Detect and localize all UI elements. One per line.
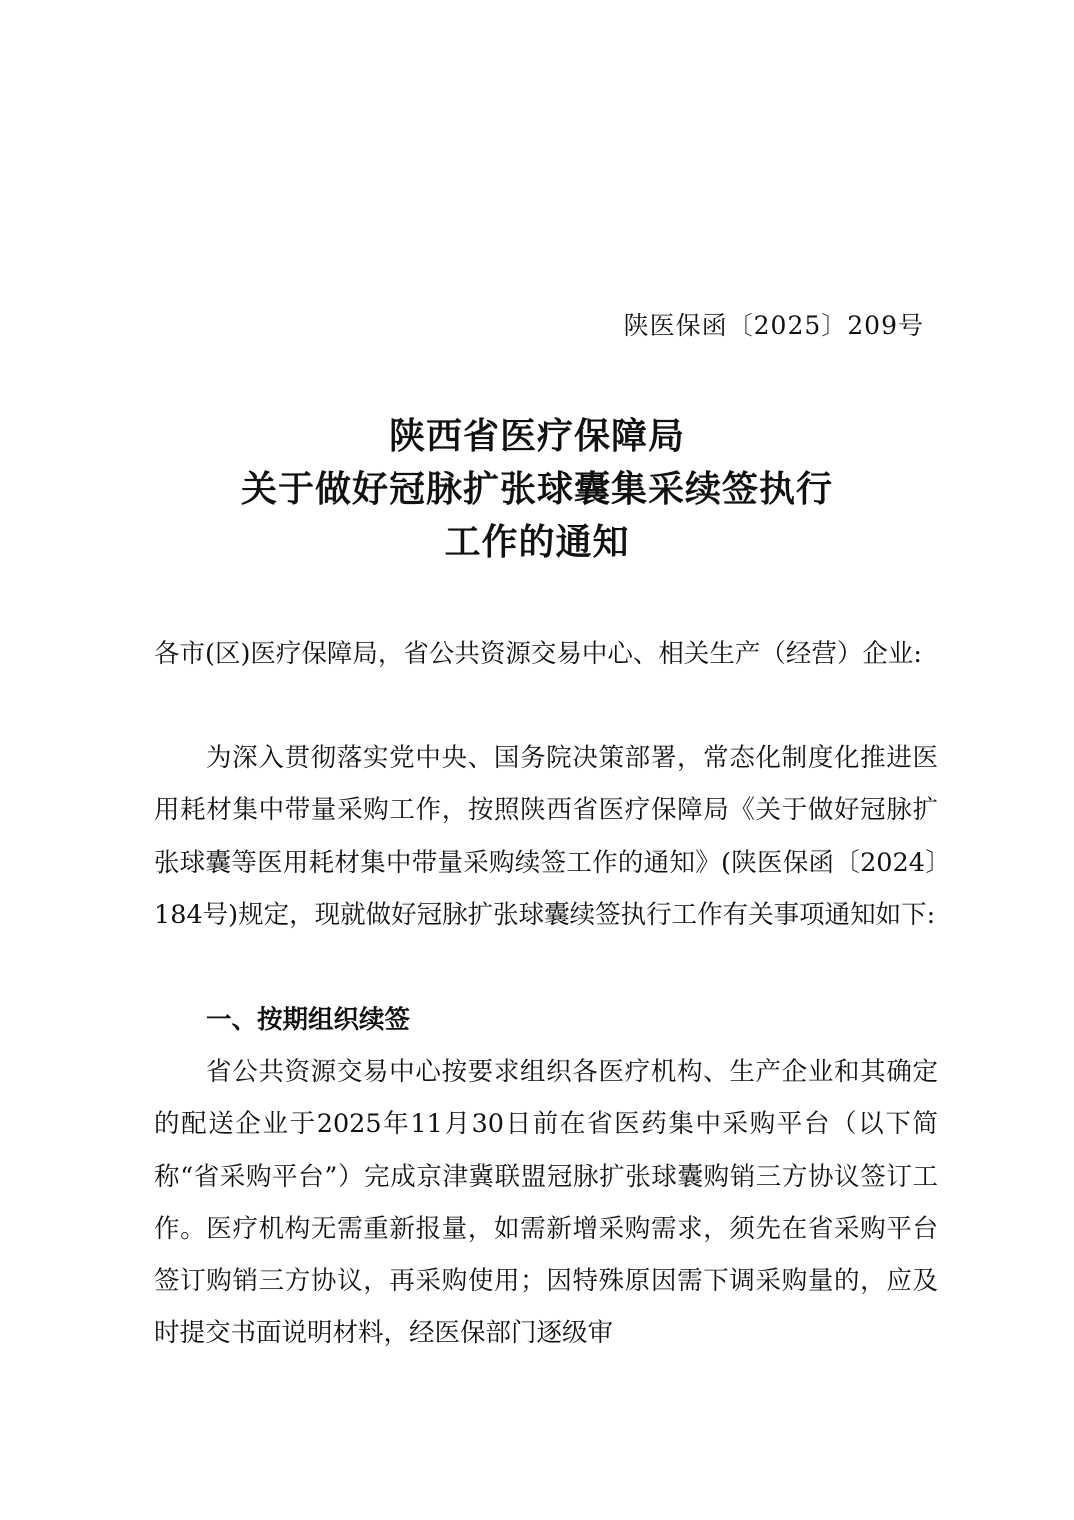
title-line-2: 关于做好冠脉扩张球囊集采续签执行 bbox=[240, 468, 833, 510]
addressee-text: 各市(区)医疗保障局，省公共资源交易中心、相关生产（经营）企业: bbox=[154, 639, 922, 669]
title-line-1: 陕西省医疗保障局 bbox=[388, 415, 685, 457]
addressee bbox=[154, 628, 938, 680]
document-number: 陕医保函〔2025〕209号 bbox=[623, 311, 924, 340]
section-1-paragraph-text: 省公共资源交易中心按要求组织各医疗机构、生产企业和其确定的配送企业于2025年11月30日前在省医药集中采购平台（以下简称“省采购平台”）完成京津冀联盟冠脉扩张球囊购销三方协议签订工作。医疗机构无需重新报量，如需新增采购需求，须先在省采购平台签订购销三方协议，再采购使用；因特殊原因需下调采购量的，应及时提交书面说明材料，经医保部门逐级审 bbox=[154, 1057, 938, 1349]
document-title bbox=[0, 410, 1074, 569]
title-line-3: 工作的通知 bbox=[444, 521, 630, 563]
intro-paragraph bbox=[154, 732, 938, 941]
intro-paragraph-text: 为深入贯彻落实党中央、国务院决策部署，常态化制度化推进医用耗材集中带量采购工作，按照陕西省医疗保障局《关于做好冠脉扩张球囊等医用耗材集中带量采购续签工作的通知》(陕医保函〔2024〕184号)规定，现就做好冠脉扩张球囊续签执行工作有关事项通知如下: bbox=[154, 743, 938, 930]
section-1-heading: 一、按期组织续签 bbox=[206, 1005, 411, 1035]
section-1-paragraph bbox=[154, 1046, 938, 1360]
